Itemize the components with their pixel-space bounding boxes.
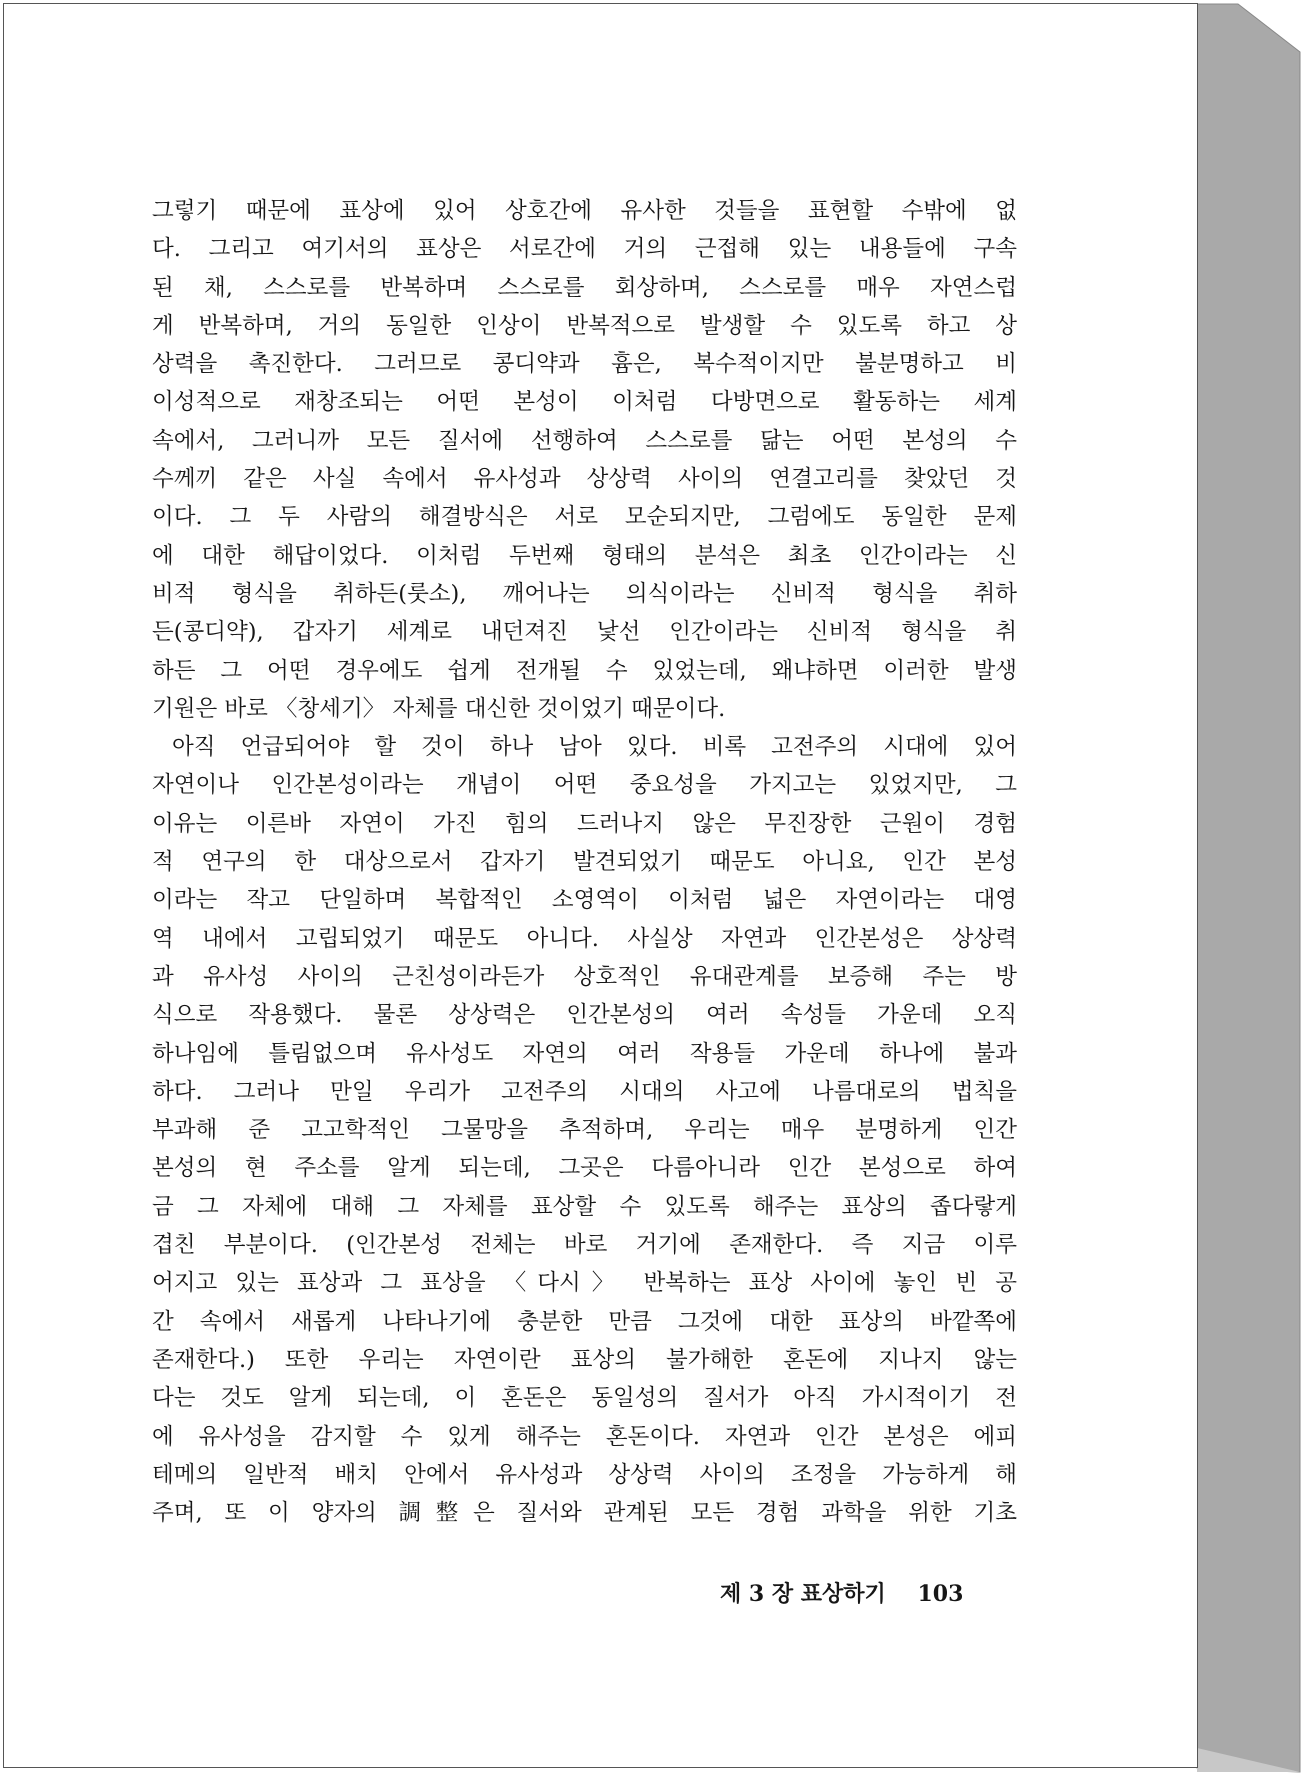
text-line: 간 속에서 새롭게 나타나기에 충분한 만큼 그것에 대한 표상의 바깥쪽에 xyxy=(152,1308,1017,1335)
text-line: 하다. 그러나 만일 우리가 고전주의 시대의 사고에 나름대로의 법칙을 xyxy=(152,1078,1017,1105)
text-line: 된 채, 스스로를 반복하며 스스로를 회상하며, 스스로를 매우 자연스럽 xyxy=(152,274,1017,301)
text-line: 주며, 또 이 양자의 調整은 질서와 관계된 모든 경험 과학을 위한 기초 xyxy=(152,1500,1017,1527)
text-line: 자연이나 인간본성이라는 개념이 어떤 중요성을 가지고는 있었지만, 그 xyxy=(152,772,1017,799)
text-line: 기원은 바로 〈창세기〉 자체를 대신한 것이었기 때문이다. xyxy=(152,695,726,722)
text-line: 아직 언급되어야 할 것이 하나 남아 있다. 비록 고전주의 시대에 있어 xyxy=(172,734,1017,761)
page-number: 103 xyxy=(917,1581,964,1607)
text-line: 든(콩디약), 갑자기 세계로 내던져진 낯선 인간이라는 신비적 형식을 취 xyxy=(152,619,1017,646)
text-line: 겹친 부분이다. (인간본성 전체는 바로 거기에 존재한다. 즉 지금 이루 xyxy=(152,1232,1017,1259)
text-line: 역 내에서 고립되었기 때문도 아니다. 사실상 자연과 인간본성은 상상력 xyxy=(152,925,1017,952)
text-line: 에 대한 해답이었다. 이처럼 두번째 형태의 분석은 최초 인간이라는 신 xyxy=(152,542,1017,569)
text-line: 이라는 작고 단일하며 복합적인 소영역이 이처럼 넓은 자연이라는 대영 xyxy=(152,887,1017,914)
text-line: 이다. 그 두 사람의 해결방식은 서로 모순되지만, 그럼에도 동일한 문제 xyxy=(152,504,1017,531)
text-line: 금 그 자체에 대해 그 자체를 표상할 수 있도록 해주는 표상의 좁다랗게 xyxy=(152,1193,1017,1220)
text-line: 이성적으로 재창조되는 어떤 본성이 이처럼 다방면으로 활동하는 세계 xyxy=(152,389,1017,416)
text-line: 어지고 있는 표상과 그 표상을 〈다시〉 반복하는 표상 사이에 놓인 빈 공 xyxy=(152,1270,1017,1297)
text-line: 게 반복하며, 거의 동일한 인상이 반복적으로 발생할 수 있도록 하고 상 xyxy=(152,312,1017,339)
text-line: 본성의 현 주소를 알게 되는데, 그곳은 다름아니라 인간 본성으로 하여 xyxy=(152,1155,1017,1182)
paragraph xyxy=(152,728,1017,1532)
page-footer xyxy=(720,1577,963,1608)
text-line: 상력을 촉진한다. 그러므로 콩디약과 흄은, 복수적이지만 불분명하고 비 xyxy=(152,351,1017,378)
paragraph xyxy=(152,192,1017,728)
text-line: 과 유사성 사이의 근친성이라든가 상호적인 유대관계를 보증해 주는 방 xyxy=(152,963,1017,990)
text-line: 부과해 준 고고학적인 그물망을 추적하며, 우리는 매우 분명하게 인간 xyxy=(152,1117,1017,1144)
text-line: 하나임에 틀림없으며 유사성도 자연의 여러 작용들 가운데 하나에 불과 xyxy=(152,1040,1017,1067)
text-line: 수께끼 같은 사실 속에서 유사성과 상상력 사이의 연결고리를 찾았던 것 xyxy=(152,466,1017,493)
text-line: 속에서, 그러니까 모든 질서에 선행하여 스스로를 닮는 어떤 본성의 수 xyxy=(152,427,1017,454)
text-line: 적 연구의 한 대상으로서 갑자기 발견되었기 때문도 아니요, 인간 본성 xyxy=(152,849,1017,876)
body-text xyxy=(152,192,1017,1532)
text-line: 하든 그 어떤 경우에도 쉽게 전개될 수 있었는데, 왜냐하면 이러한 발생 xyxy=(152,657,1017,684)
text-line: 에 유사성을 감지할 수 있게 해주는 혼돈이다. 자연과 인간 본성은 에피 xyxy=(152,1423,1017,1450)
text-line: 다는 것도 알게 되는데, 이 혼돈은 동일성의 질서가 아직 가시적이기 전 xyxy=(152,1385,1017,1412)
text-line: 존재한다.) 또한 우리는 자연이란 표상의 불가해한 혼돈에 지나지 않는 xyxy=(152,1346,1017,1373)
text-line: 그렇기 때문에 표상에 있어 상호간에 유사한 것들을 표현할 수밖에 없 xyxy=(152,198,1017,224)
text-line: 비적 형식을 취하든(룻소), 깨어나는 의식이라는 신비적 형식을 취하 xyxy=(152,580,1017,607)
text-line: 다. 그리고 여기서의 표상은 서로간에 거의 근접해 있는 내용들에 구속 xyxy=(152,236,1017,263)
text-line: 테메의 일반적 배치 안에서 유사성과 상상력 사이의 조정을 가능하게 해 xyxy=(152,1461,1017,1488)
chapter-title: 제 3 장 표상하기 xyxy=(720,1581,886,1607)
text-line: 식으로 작용했다. 물론 상상력은 인간본성의 여러 속성들 가운데 오직 xyxy=(152,1002,1017,1029)
text-line: 이유는 이른바 자연이 가진 힘의 드러나지 않은 무진장한 근원이 경험 xyxy=(152,810,1017,837)
